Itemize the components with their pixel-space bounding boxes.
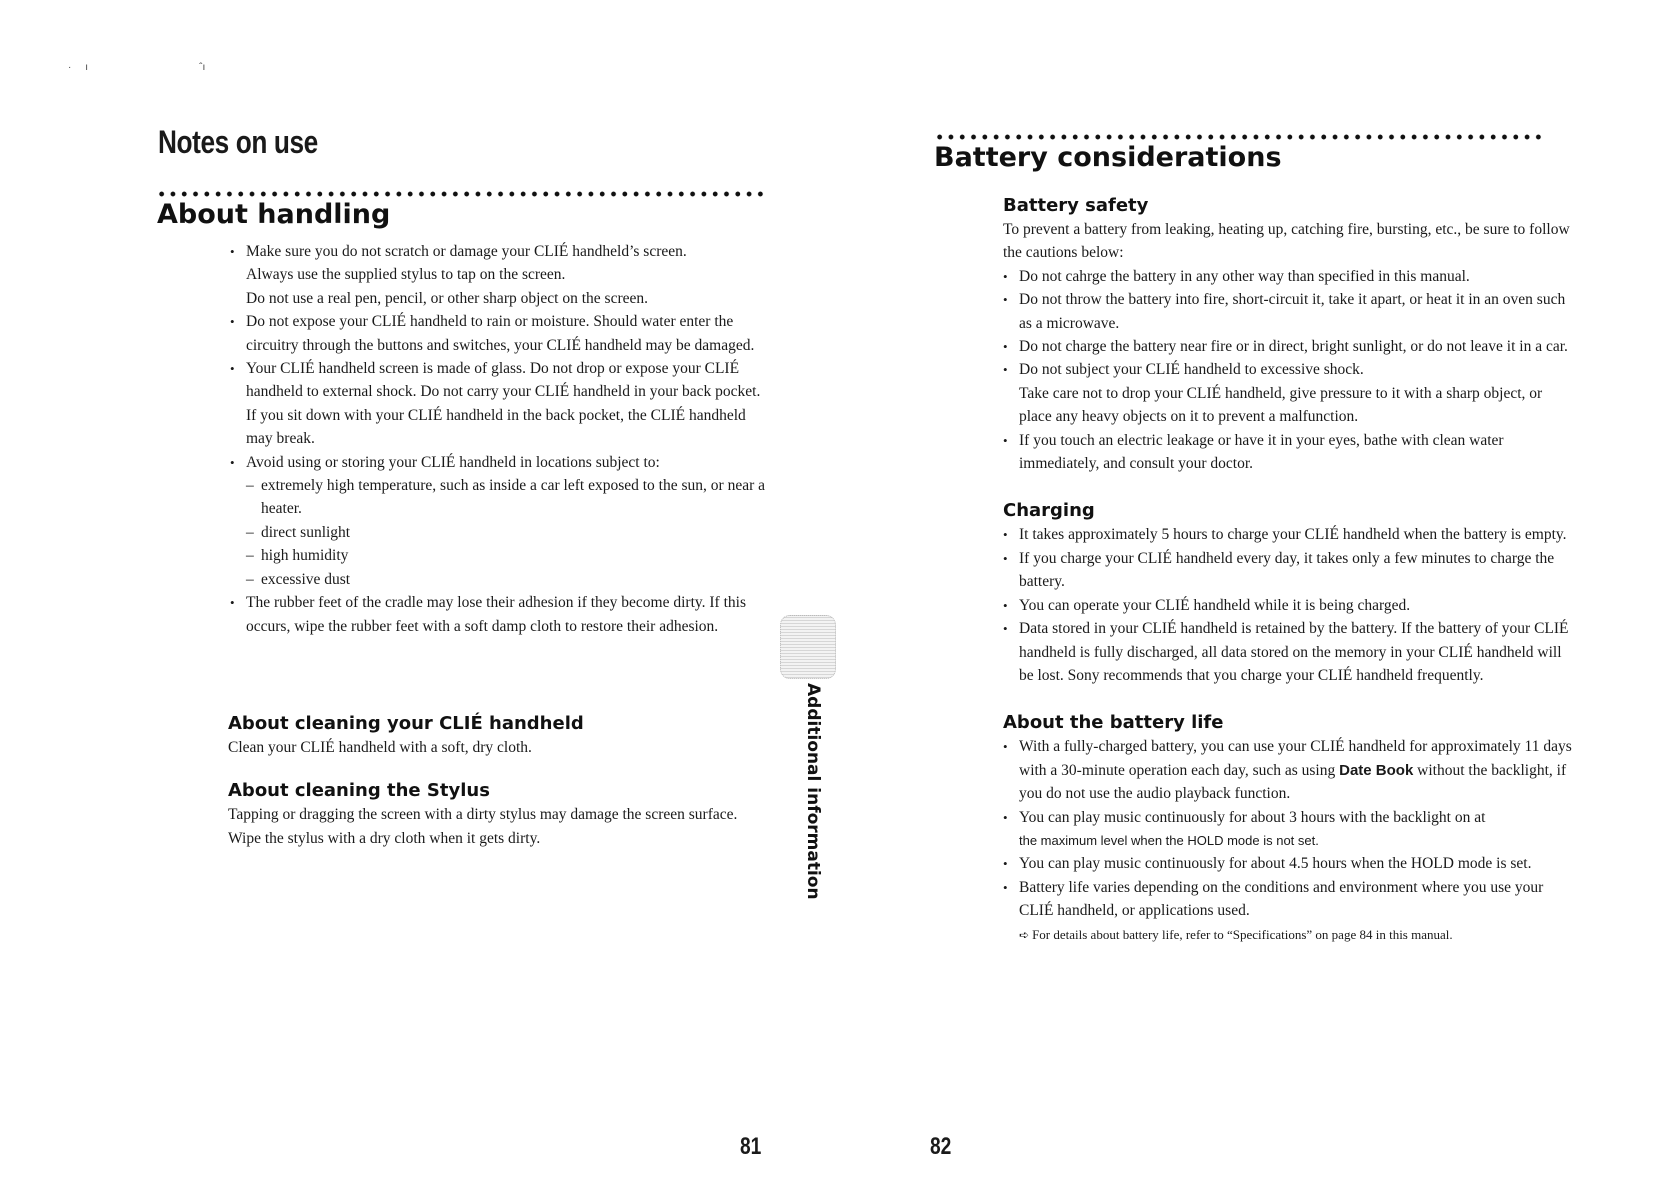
side-tab-marker — [780, 615, 836, 679]
list-item — [1003, 735, 1575, 805]
list-item — [230, 357, 766, 451]
cleaning-column — [228, 712, 758, 850]
list-item: • Do not throw the battery into fire, short-circuit it, take it apart, or heat it in an oven such as a microwave. — [1003, 288, 1575, 335]
paragraph: Wipe the stylus with a dry cloth when it gets dirty. — [228, 829, 541, 847]
subheading-cleaning-stylus: About cleaning the Stylus — [228, 780, 490, 802]
list-item-line: Take care not to drop your CLIÉ handheld, give pressure to it with a sharp object, or place any heavy objects on it to prevent a malfunction. — [1019, 384, 1543, 426]
list-item-text: Your CLIÉ handheld screen is made of glass. Do not drop or expose your CLIÉ handheld to external shock. Do not carry your CLIÉ handheld in your back pocket. If you sit down with your CLIÉ handheld in the back pocket, the CLIÉ handheld may break. — [246, 360, 761, 448]
scan-speck: · ı ˆı — [68, 62, 206, 73]
subheading-charging: Charging — [1003, 500, 1095, 522]
dotted-rule — [156, 191, 764, 197]
reference-note — [1003, 925, 1575, 945]
list-item: • If you charge your CLIÉ handheld every day, it takes only a few minutes to charge the battery. — [1003, 547, 1575, 594]
list-item-text: without the backlight, if you do not use the audio playback function. — [1019, 761, 1567, 803]
page-number: 82 — [930, 1133, 952, 1160]
battery-safety-list — [1003, 265, 1575, 476]
sub-list-item: – high humidity — [246, 544, 766, 567]
charging-list — [1003, 523, 1575, 687]
list-item: • Do not cahrge the battery in any other way than specified in this manual. — [1003, 265, 1575, 288]
list-item — [230, 451, 766, 591]
right-page — [836, 0, 1672, 1198]
sub-list-item: – extremely high temperature, such as inside a car left exposed to the sun, or near a heater. — [246, 474, 766, 521]
subheading-battery-life: About the battery life — [1003, 712, 1224, 734]
list-item: • You can operate your CLIÉ handheld while it is being charged. — [1003, 594, 1575, 617]
list-item-text: With a fully-charged battery, you can use your CLIÉ handheld for approximately 11 days with a 30-minute operation each day, such as using — [1019, 738, 1572, 779]
list-item: • The rubber feet of the cradle may lose their adhesion if they become dirty. If this occurs, wipe the rubber feet with a soft damp cloth to restore their adhesion. — [230, 591, 766, 638]
list-item: • Battery life varies depending on the conditions and environment where you use your CLIÉ handheld, or applications used. — [1003, 876, 1575, 923]
section-title-handling: About handling — [157, 199, 391, 230]
list-item — [1003, 806, 1575, 853]
page-number: 81 — [740, 1133, 762, 1160]
reference-text: For details about battery life, refer to “Specifications” on page 84 in this manual. — [1032, 926, 1453, 942]
handling-list — [230, 240, 766, 638]
list-item: • If you touch an electric leakage or have it in your eyes, bathe with clean water immediately, and consult your doctor. — [1003, 429, 1575, 476]
list-item: • Do not charge the battery near fire or in direct, bright sunlight, or do not leave it in a car. — [1003, 335, 1575, 358]
list-item-line: Do not use a real pen, pencil, or other sharp object on the screen. — [246, 289, 648, 307]
side-tab-label: Additional information — [803, 683, 823, 900]
list-item — [1003, 358, 1575, 428]
list-item: • You can play music continuously for about 4.5 hours when the HOLD mode is set. — [1003, 852, 1575, 875]
list-item: • It takes approximately 5 hours to charge your CLIÉ handheld when the battery is empty. — [1003, 523, 1575, 546]
list-item-line: the maximum level when the HOLD mode is not set. — [1019, 832, 1319, 848]
subheading-cleaning-handheld: About cleaning your CLIÉ handheld — [228, 713, 584, 734]
paragraph: Clean your CLIÉ handheld with a soft, dry cloth. — [228, 739, 532, 756]
list-item-text: Avoid using or storing your CLIÉ handheld in locations subject to: — [246, 453, 660, 471]
sub-list-item: – excessive dust — [246, 568, 766, 591]
battery-column — [1003, 194, 1575, 945]
battery-life-list — [1003, 735, 1575, 922]
handling-list-column — [230, 240, 766, 638]
app-name-date-book: Date Book — [1339, 761, 1414, 779]
list-item-line: • You can play music continuously for about 3 hours with the backlight on at — [1019, 808, 1486, 826]
paragraph: Tapping or dragging the screen with a dirty stylus may damage the screen surface. — [228, 806, 738, 824]
subheading-battery-safety: Battery safety — [1003, 195, 1149, 216]
sub-list-item: – direct sunlight — [246, 521, 766, 544]
page-heading: Notes on use — [158, 124, 318, 160]
list-item: • Data stored in your CLIÉ handheld is retained by the battery. If the battery of your CLIÉ handheld is fully discharged, all data stored on the memory in your CLIÉ handheld will be lost. Sony recommends that you charge your CLIÉ handheld frequently. — [1003, 617, 1575, 687]
list-item-line: • Make sure you do not scratch or damage your CLIÉ handheld’s screen. — [246, 243, 687, 260]
paragraph: To prevent a battery from leaking, heating up, catching fire, bursting, etc., be sure to follow the cautions below: — [1003, 221, 1570, 262]
list-item-line: Always use the supplied stylus to tap on the screen. — [246, 266, 566, 284]
list-item-line: • Do not subject your CLIÉ handheld to excessive shock. — [1019, 361, 1364, 379]
dotted-rule — [934, 134, 1542, 140]
sub-list — [246, 474, 766, 591]
list-item — [230, 240, 766, 310]
list-item: • Do not expose your CLIÉ handheld to rain or moisture. Should water enter the circuitry through the buttons and switches, your CLIÉ handheld may be damaged. — [230, 310, 766, 357]
arrow-reference-icon: ➪ — [1019, 927, 1030, 942]
section-title-battery: Battery considerations — [934, 142, 1282, 173]
